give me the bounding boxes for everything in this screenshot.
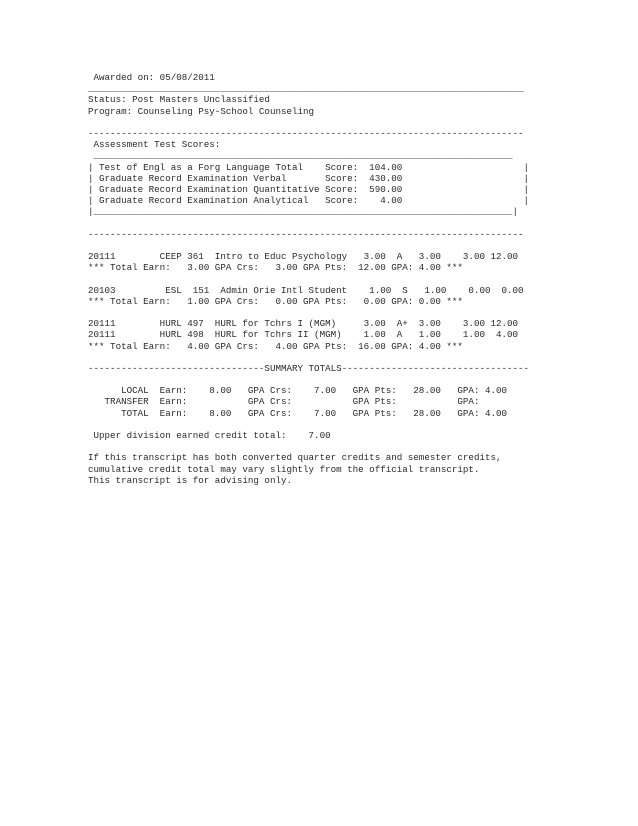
course-row-hurl-497: 20111 HURL 497 HURL for Tchrs I (MGM) 3.00 A+ 3.00 3.00 12.00: [88, 318, 519, 330]
term-total-line: *** Total Earn: 3.00 GPA Crs: 3.00 GPA Pts: 12.00 GPA: 4.00 ***: [88, 262, 463, 274]
transcript-page: [88, 72, 633, 486]
assessment-row-gre-verbal: | Graduate Record Examination Verbal Score: 430.00 |: [88, 172, 530, 184]
blank-line: [88, 240, 633, 251]
blank-line: [88, 352, 633, 363]
blank-line: [88, 374, 633, 385]
course-row-hurl-498: 20111 HURL 498 HURL for Tchrs II (MGM) 1.00 A 1.00 1.00 4.00: [88, 329, 519, 341]
assessment-box-top: ____________________________________________________________________________: [88, 150, 513, 162]
disclaimer-line-1: If this transcript has both converted quarter credits and semester credits,: [88, 452, 502, 464]
disclaimer-line-3: This transcript is for advising only.: [88, 474, 292, 486]
section-rule: _______________________________________________________________________________: [88, 83, 524, 95]
dashed-rule: -------------------------------------------------------------------------------: [88, 127, 524, 139]
upper-division-credit-line: Upper division earned credit total: 7.00: [88, 430, 331, 441]
blank-line: [88, 441, 633, 452]
program-line: Program: Counseling Psy-School Counseling: [88, 105, 315, 117]
summary-total-row: TOTAL Earn: 8.00 GPA Crs: 7.00 GPA Pts: 28.00 GPA: 4.00: [88, 407, 508, 419]
assessment-row-toefl: | Test of Engl as a Forg Language Total Score: 104.00 |: [88, 161, 530, 173]
assessment-row-gre-quant: | Graduate Record Examination Quantitative Score: 590.00 |: [88, 183, 530, 195]
summary-totals-rule: --------------------------------SUMMARY TOTALS----------------------------------: [88, 362, 530, 374]
term-total-line: *** Total Earn: 1.00 GPA Crs: 0.00 GPA Pts: 0.00 GPA: 0.00 ***: [88, 295, 463, 307]
assessment-row-gre-analytical: | Graduate Record Examination Analytical Score: 4.00 |: [88, 195, 530, 207]
status-line: Status: Post Masters Unclassified: [88, 94, 270, 106]
blank-line: [88, 307, 633, 318]
blank-line: [88, 419, 633, 430]
awarded-on-line: Awarded on: 05/08/2011: [88, 72, 215, 83]
assessment-box-bottom: |____________________________________________________________________________|: [88, 206, 519, 218]
summary-transfer-row: TRANSFER Earn: GPA Crs: GPA Pts: GPA:: [88, 396, 480, 408]
course-row-esl-151: 20103 ESL 151 Admin Orie Intl Student 1.00 S 1.00 0.00 0.00: [88, 284, 524, 296]
term-total-line: *** Total Earn: 4.00 GPA Crs: 4.00 GPA Pts: 16.00 GPA: 4.00 ***: [88, 340, 463, 352]
assessment-heading: Assessment Test Scores:: [88, 139, 221, 151]
blank-line: [88, 217, 633, 228]
course-row-ceep-361: 20111 CEEP 361 Intro to Educ Psychology 3.00 A 3.00 3.00 12.00: [88, 251, 519, 262]
blank-line: [88, 117, 633, 128]
dashed-rule: -------------------------------------------------------------------------------: [88, 228, 524, 240]
summary-local-row: LOCAL Earn: 8.00 GPA Crs: 7.00 GPA Pts: 28.00 GPA: 4.00: [88, 385, 508, 397]
blank-line: [88, 273, 633, 284]
disclaimer-line-2: cumulative credit total may vary slightly from the official transcript.: [88, 463, 480, 475]
